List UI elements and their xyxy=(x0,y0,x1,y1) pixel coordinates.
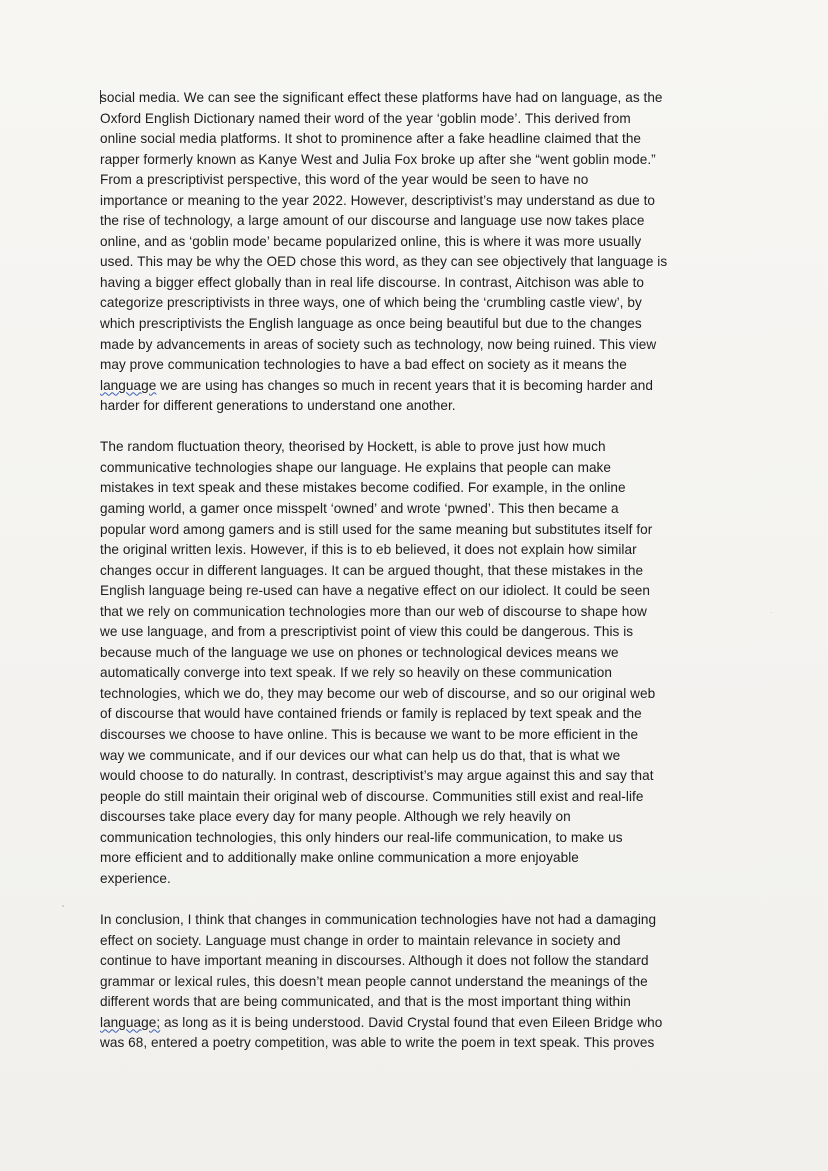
text-line: From a prescriptivist perspective, this word of the year would be seen to have no xyxy=(100,172,589,188)
text-line: online, and as ‘goblin mode’ became popularized online, this is where it was more usually xyxy=(100,233,642,249)
text-line: was 68, entered a poetry competition, was able to write the poem in text speak. This proves xyxy=(100,1035,655,1051)
paragraph-2 xyxy=(100,437,740,889)
text-line: mistakes in text speak and these mistakes become codified. For example, in the online xyxy=(100,480,626,496)
text-line: we use language, and from a prescriptivist point of view this could be dangerous. This is xyxy=(100,624,634,640)
text-line: would choose to do naturally. In contrast, descriptivist’s may argue against this and say that xyxy=(100,768,654,784)
text-line: communication technologies, this only hinders our real-life communication, to make us xyxy=(100,829,623,845)
text-line: used. This may be why the OED chose this word, as they can see objectively that language is xyxy=(100,254,668,270)
text-line: having a bigger effect globally than in real life discourse. In contrast, Aitchison was able to xyxy=(100,274,645,290)
text-line: may prove communication technologies to have a bad effect on society as it means the xyxy=(100,357,627,373)
text-line: automatically converge into text speak. If we rely so heavily on these communication xyxy=(100,665,612,681)
paragraph-3 xyxy=(100,910,740,1054)
text-line: harder for different generations to understand one another. xyxy=(100,398,456,414)
text-line: discourses we choose to have online. This is because we want to be more efficient in the xyxy=(100,727,639,742)
text-line: changes occur in different languages. It can be argued thought, that these mistakes in the xyxy=(100,562,644,578)
text-line: which prescriptivists the English language as once being beautiful but due to the changes xyxy=(100,316,642,332)
text-line: continue to have important meaning in discourses. Although it does not follow the standard xyxy=(100,953,649,969)
text-line-with-spellcheck xyxy=(100,376,740,397)
text-line: categorize prescriptivists in three ways, one of which being the ‘crumbling castle view’, by xyxy=(100,295,642,311)
text-line: social media. We can see the significant effect these platforms have had on language, as the xyxy=(100,90,663,105)
text-line: importance or meaning to the year 2022. However, descriptivist’s may understand as due to xyxy=(100,192,656,208)
text-line: of discourse that would have contained friends or family is replaced by text speak and the xyxy=(100,706,642,722)
document-body xyxy=(100,88,740,1074)
text-line: that we rely on communication technologies more than our web of discourse to shape how xyxy=(100,603,647,619)
text-line: The random fluctuation theory, theorised by Hockett, is able to prove just how much xyxy=(100,439,606,455)
line-remainder: as long as it is being understood. David Crystal found that even Eileen Bridge who xyxy=(160,1014,663,1030)
text-line: popular word among gamers and is still used for the same meaning but substitutes itself for xyxy=(100,521,653,537)
text-line: different words that are being communicated, and that is the most important thing within xyxy=(100,994,631,1010)
text-line: experience. xyxy=(100,870,171,886)
text-line: English language being re-used can have a negative effect on our idiolect. It could be seen xyxy=(100,583,650,599)
text-line: effect on society. Language must change in order to maintain relevance in society and xyxy=(100,932,621,948)
text-line: online social media platforms. It shot to prominence after a fake headline claimed that the xyxy=(100,131,642,147)
text-line: communicative technologies shape our language. He explains that people can make xyxy=(100,459,612,475)
text-line: Oxford English Dictionary named their word of the year ‘goblin mode’. This derived from xyxy=(100,110,631,126)
spellcheck-flagged-word[interactable]: language xyxy=(100,377,157,393)
text-line: because much of the language we use on phones or technological devices means we xyxy=(100,644,619,660)
text-line: rapper formerly known as Kanye West and Julia Fox broke up after she “went goblin mode.” xyxy=(100,151,656,167)
text-line: the rise of technology, a large amount of our discourse and language use now takes place xyxy=(100,213,645,229)
text-line-with-spellcheck xyxy=(100,1013,740,1034)
text-line: the original written lexis. However, if this is to eb believed, it does not explain how similar xyxy=(100,542,637,558)
text-line: gaming world, a gamer once misspelt ‘owned’ and wrote ‘pwned’. This then became a xyxy=(100,500,619,516)
text-line: made by advancements in areas of society such as technology, now being ruined. This view xyxy=(100,336,657,352)
text-line: more efficient and to additionally make online communication a more enjoyable xyxy=(100,850,579,866)
spellcheck-flagged-word[interactable]: language; xyxy=(100,1014,161,1030)
text-line: In conclusion, I think that changes in communication technologies have not had a damaging xyxy=(100,911,657,927)
text-line: technologies, which we do, they may become our web of discourse, and so our original web xyxy=(100,685,656,701)
paper-speck xyxy=(62,905,64,907)
line-remainder: we are using has changes so much in recent years that it is becoming harder and xyxy=(156,377,654,393)
text-line: way we communicate, and if our devices our what can help us do that, that is what we xyxy=(100,747,621,763)
text-line: discourses take place every day for many people. Although we rely heavily on xyxy=(100,809,571,825)
paper-speck xyxy=(771,612,772,613)
paragraph-1 xyxy=(100,88,740,417)
text-line: people do still maintain their original web of discourse. Communities still exist and real-life xyxy=(100,788,644,804)
text-line: grammar or lexical rules, this doesn’t mean people cannot understand the meanings of the xyxy=(100,973,648,989)
